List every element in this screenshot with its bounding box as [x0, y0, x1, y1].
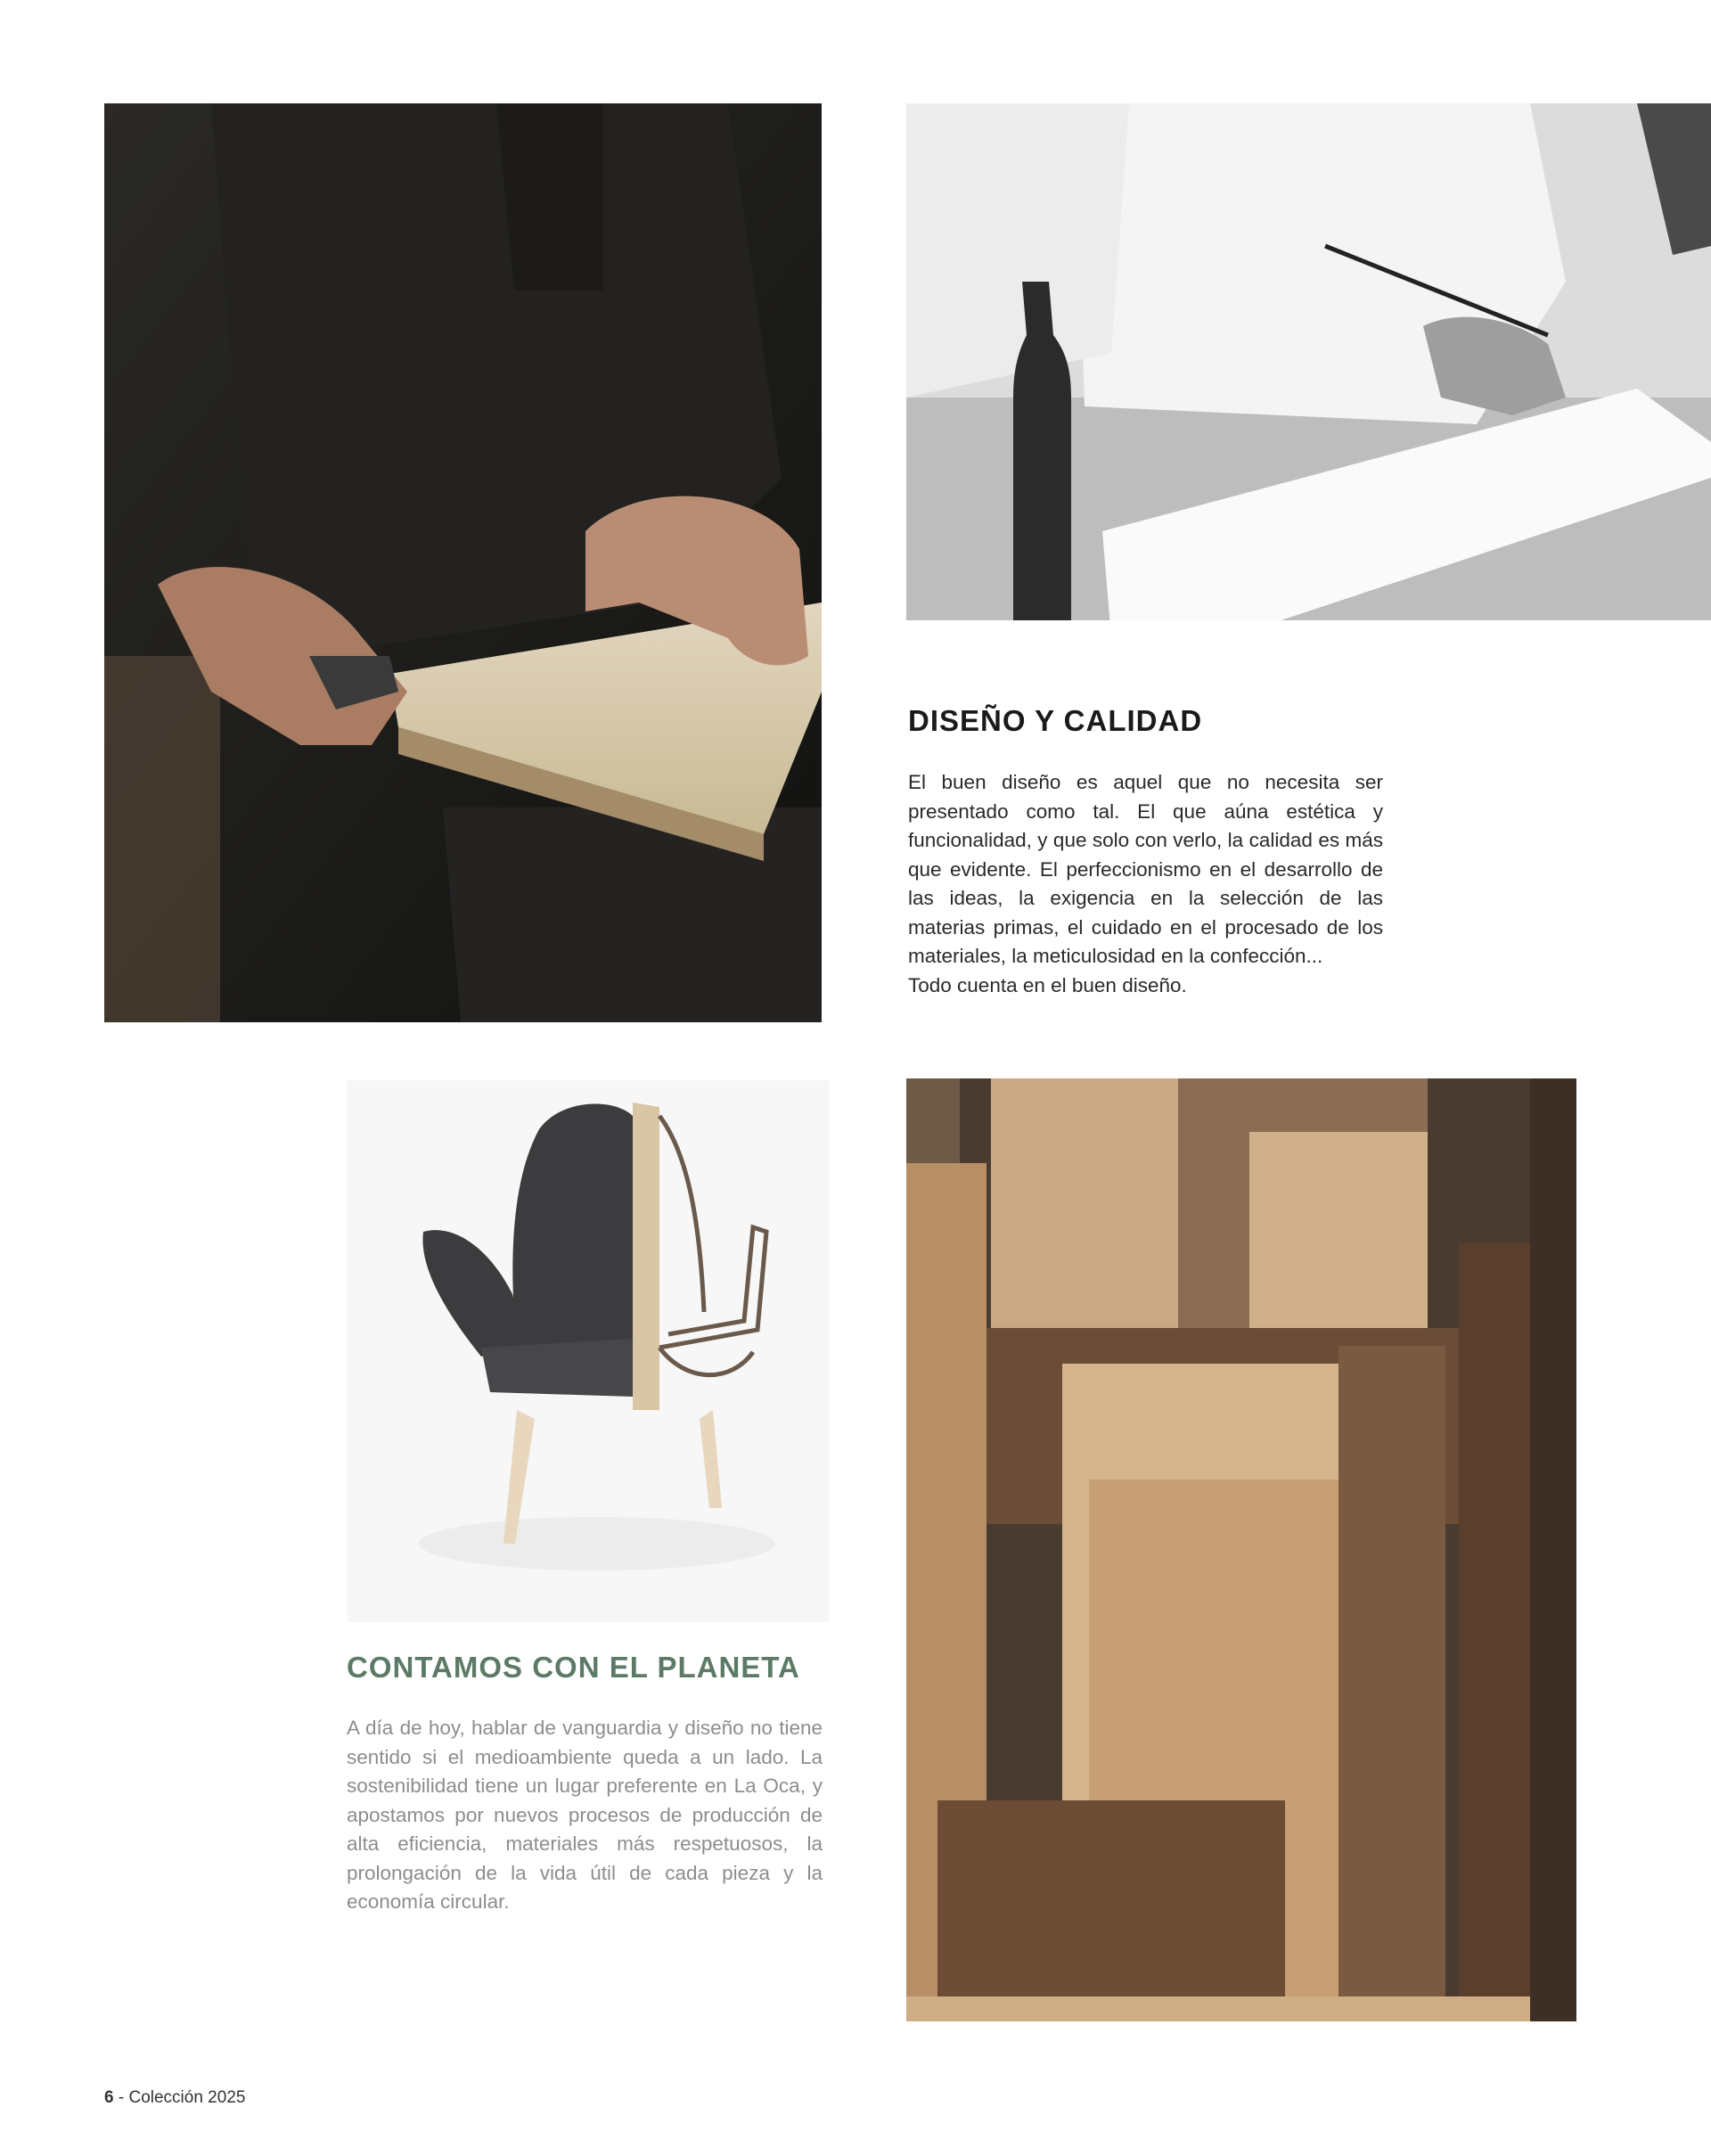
section-body-planet: A día de hoy, hablar de vanguardia y diseño no tiene sentido si el medioambiente queda a un lado. La sostenibilidad tiene un lugar preferente en La Oca, y apostamos por nuevos procesos de producción de alta eficiencia, materiales más respetuosos, la prolongación de la vida útil de cada pieza y la economía circular. — [347, 1717, 823, 1913]
photo-armchair-cutaway — [348, 1080, 829, 1622]
footer-separator: - — [113, 2088, 129, 2107]
photo-hands-holding-wood-panel — [104, 103, 822, 1022]
photo-designer-sketching-notebook — [906, 103, 1711, 620]
section-heading-planet: CONTAMOS CON EL PLANETA — [347, 1651, 800, 1684]
page-footer — [104, 2088, 245, 2108]
page-number: 6 — [104, 2088, 114, 2107]
section-body-design-closing: Todo cuenta en el buen diseño. — [908, 973, 1187, 996]
photo-stacked-wood-panels — [906, 1078, 1576, 2021]
section-body-design — [908, 768, 1383, 1000]
section-body-design-paragraph: El buen diseño es aquel que no necesita ser presentado como tal. El que aúna estética y funcionalidad, y que solo con verlo, la calidad es más que evidente. El perfeccionismo en el desarrollo de las ideas, la exigencia en la selección de las materias primas, el cuidado en el procesado de los materiales, la meticulosidad en la confección... — [908, 771, 1383, 967]
footer-collection: Colección 2025 — [128, 2088, 246, 2107]
section-heading-design: DISEÑO Y CALIDAD — [908, 704, 1203, 737]
